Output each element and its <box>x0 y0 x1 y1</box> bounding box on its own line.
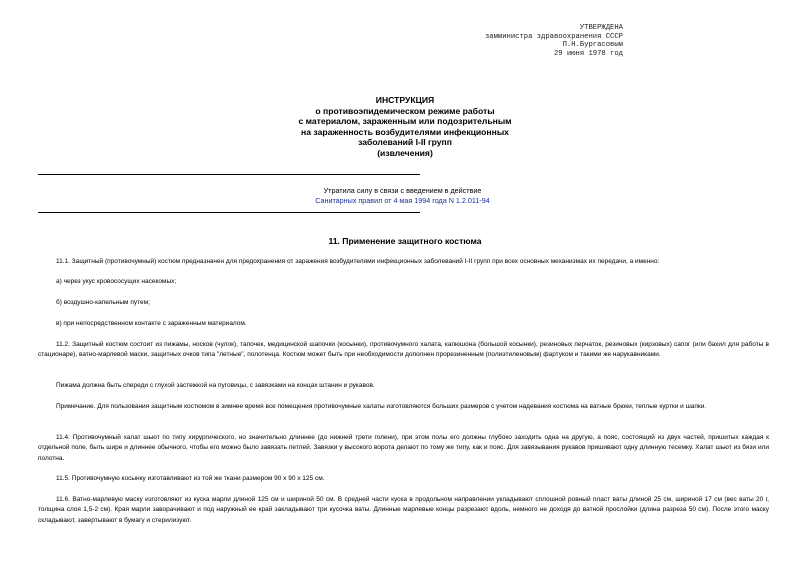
approval-line: П.Н.Бургасовым <box>562 41 623 50</box>
paragraph-11-2: 11.2. Защитный костюм состоит из пижамы, носков (чулок), тапочек, медицинской шапочки (косынки), противочумного халата, капюшона (большой косынки), резиновых перчаток, резиновых (кирзовых) сапог (или бахил для работы в стационаре), ватно-марлевой маски, защитных очков типа "летные", полотенца. Костюм может быть при необходимости дополнен прорезиненным (полиэтиленовым) фартуком и такими же нарукавниками. <box>38 341 769 359</box>
approval-line: замминистра здравоохранения СССР <box>484 32 623 41</box>
approval-line: 29 июня 1978 год <box>553 49 623 58</box>
section-heading: 11. Применение защитного костюма <box>328 236 482 246</box>
paragraph-11-4: 11.4. Противочумный халат шьют по типу хирургического, но значительно длиннее (до нижней трети голени), при этом полы его должны глубоко заходить одна на другую, а пояс, состоящий из двух частей, пришитых каждая к отдельной поле, быть шире и длиннее обычного, чтобы его можно было завязать петлей. Завязки у высокого ворота делают по тому же типу, как и пояс. Для завязывания рукавов пришивают одну длинную тесемку. Халат шьют из бязи или полотна. <box>38 434 769 462</box>
title-line: на зараженность возбудителями инфекционных <box>301 126 509 137</box>
title-line: (извлечения) <box>377 147 433 158</box>
paragraph-11-5: 11.5. Противочумную косынку изготавливают из той же ткани размером 90 x 90 x 125 см. <box>56 475 325 482</box>
paragraph-b: б) воздушно-капельным путем; <box>56 299 150 306</box>
divider-top <box>38 174 420 175</box>
divider-bottom <box>38 212 420 213</box>
paragraph-11-6: 11.6. Ватно-марлевую маску изготовляют из куска марли длиной 125 см и шириной 50 см. В средней части куска в продольном направлении укладывают сплошной ровный пласт ваты длиной 25 см, шириной 17 см (вес ваты 20 г, толщина слоя 1,5-2 см). Края марли заворачивают и под наружный ее край закладывают три кусочка ваты. Длинные марлевые концы разрезают вдоль, немного не доходя до ватной прослойки (длина разреза 50 см). После этого маску складывают, завертывают в бумагу и стерилизуют. <box>38 496 769 524</box>
approval-stamp <box>463 24 623 58</box>
paragraph-note: Примечание. Для пользования защитным костюмом в зимнее время все помещения противочумные халаты изготовляются больших размеров с учетом надевания костюма на ватные брюки, теплые куртки и шапки. <box>56 403 707 410</box>
paragraph-11-1: 11.1. Защитный (противочумный) костюм предназначен для предохранения от заражения возбудителями инфекционных заболеваний I-II групп при всех основных механизмах их передачи, а именно: <box>56 258 660 265</box>
paragraph-a: а) через укус кровососущих насекомых; <box>56 278 177 285</box>
document-title <box>230 95 580 159</box>
title-line: о противоэпидемическом режиме работы <box>315 105 495 116</box>
title-line: ИНСТРУКЦИЯ <box>375 95 435 105</box>
paragraph-pizhama: Пижама должна быть спереди с глухой застежкой на пуговицы, с завязками на концах штанин и рукавов. <box>56 382 375 389</box>
approval-line: УТВЕРЖДЕНА <box>579 24 623 32</box>
lost-force-link[interactable]: Санитарных правил от 4 мая 1994 года N 1.2.011-94 <box>315 196 490 205</box>
lost-force-notice <box>250 186 555 206</box>
lost-force-text: Утратила силу в связи с введением в действие <box>323 186 482 195</box>
title-line: заболеваний I-II групп <box>358 137 452 148</box>
paragraph-c: в) при непосредственном контакте с зараженным материалом. <box>56 320 247 327</box>
title-line: с материалом, зараженным или подозрительным <box>298 116 512 127</box>
